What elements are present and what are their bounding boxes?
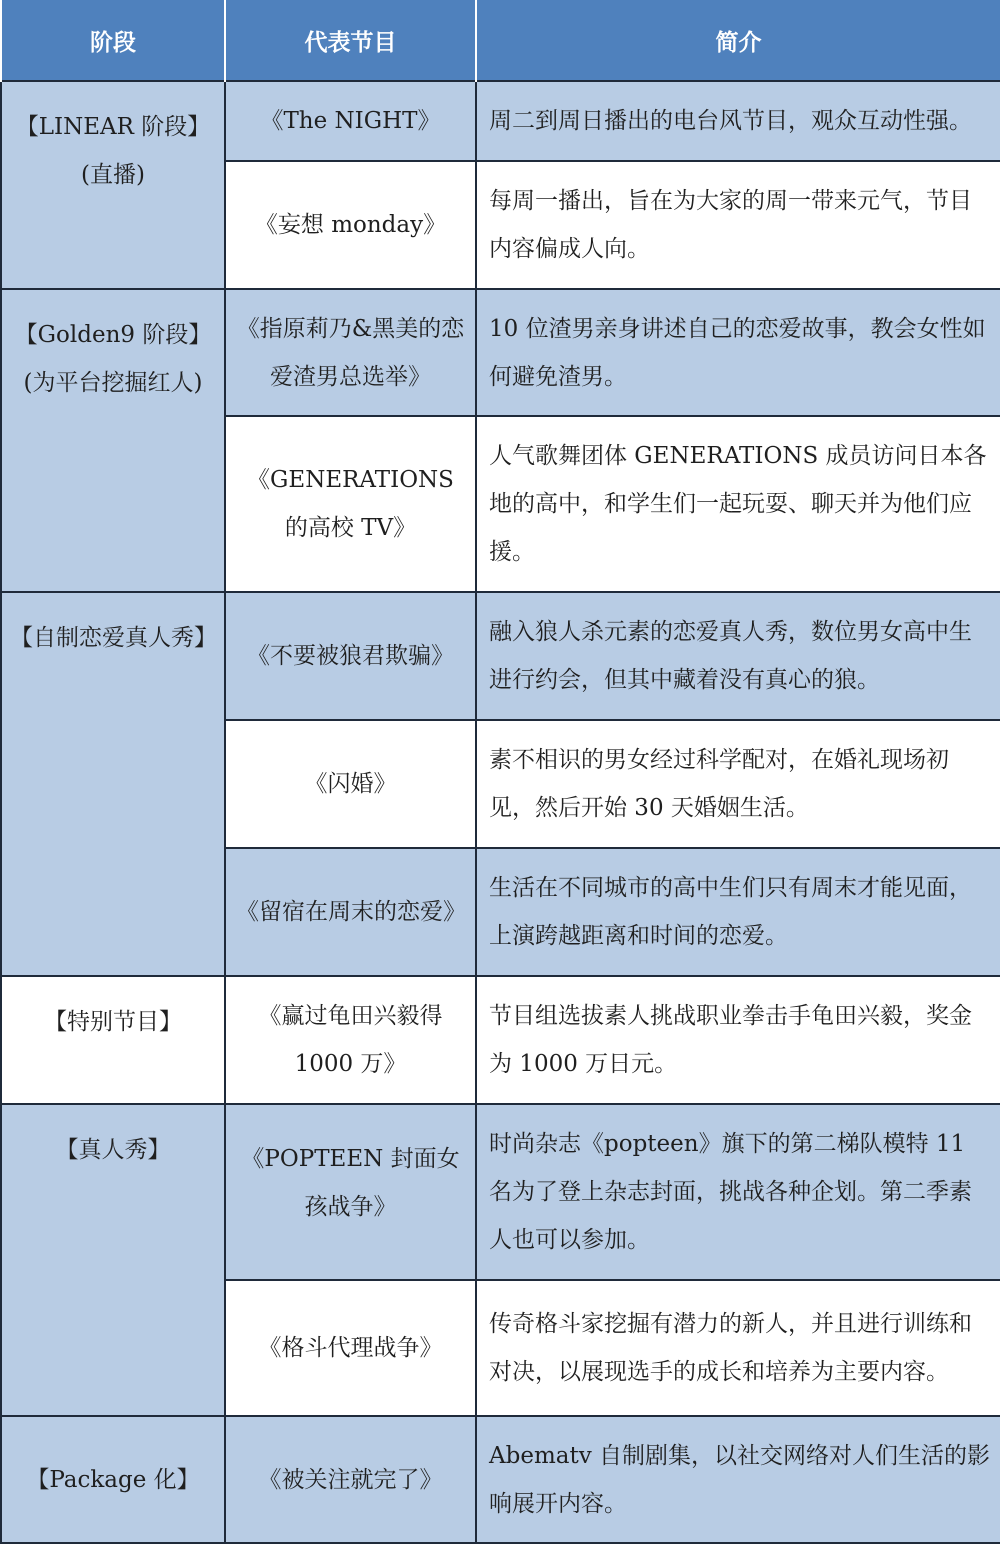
desc-cell: 周二到周日播出的电台风节目，观众互动性强。: [476, 81, 1000, 161]
program-cell: 《POPTEEN 封面女孩战争》: [225, 1104, 476, 1280]
program-cell: 《The NIGHT》: [225, 81, 476, 161]
desc-cell: 传奇格斗家挖掘有潜力的新人，并且进行训练和对决，以展现选手的成长和培养为主要内容。: [476, 1280, 1000, 1416]
program-cell: 《GENERATIONS 的高校 TV》: [225, 416, 476, 592]
table-row: [1, 1104, 1000, 1280]
desc-cell: 10 位渣男亲身讲述自己的恋爱故事，教会女性如何避免渣男。: [476, 289, 1000, 416]
program-cell: 《指原莉乃&黑美的恋爱渣男总选举》: [225, 289, 476, 416]
header-stage: 阶段: [1, 0, 225, 81]
stage-cell: [1, 1416, 225, 1543]
table-row: [1, 81, 1000, 161]
desc-cell: 人气歌舞团体 GENERATIONS 成员访问日本各地的高中，和学生们一起玩耍、聊天并为他们应援。: [476, 416, 1000, 592]
program-cell: 《妄想 monday》: [225, 161, 476, 289]
stage-label: 【特别节目】: [44, 1009, 182, 1035]
program-cell: 《赢过龟田兴毅得 1000 万》: [225, 976, 476, 1104]
header-intro: 简介: [476, 0, 1000, 81]
program-cell: 《不要被狼君欺骗》: [225, 592, 476, 720]
program-cell: 《格斗代理战争》: [225, 1280, 476, 1416]
table-row: [1, 289, 1000, 416]
desc-cell: 节目组选拔素人挑战职业拳击手龟田兴毅，奖金为 1000 万日元。: [476, 976, 1000, 1104]
stage-cell: [1, 592, 225, 976]
table-header-row: [1, 0, 1000, 81]
desc-cell: 生活在不同城市的高中生们只有周末才能见面，上演跨越距离和时间的恋爱。: [476, 848, 1000, 976]
stage-label: 【自制恋爱真人秀】: [10, 625, 217, 651]
table-row: [1, 592, 1000, 720]
stage-label: 【真人秀】: [55, 1137, 171, 1163]
program-cell: 《闪婚》: [225, 720, 476, 848]
desc-cell: 每周一播出，旨在为大家的周一带来元气，节目内容偏成人向。: [476, 161, 1000, 289]
stage-label: 【Golden9 阶段】 (为平台挖掘红人): [14, 322, 212, 396]
stage-cell: [1, 289, 225, 592]
desc-cell: 素不相识的男女经过科学配对，在婚礼现场初见，然后开始 30 天婚姻生活。: [476, 720, 1000, 848]
stage-cell: [1, 81, 225, 289]
desc-cell: 融入狼人杀元素的恋爱真人秀，数位男女高中生进行约会，但其中藏着没有真心的狼。: [476, 592, 1000, 720]
table-row: [1, 1416, 1000, 1543]
desc-cell: Abematv 自制剧集，以社交网络对人们生活的影响展开内容。: [476, 1416, 1000, 1543]
stage-cell: [1, 1104, 225, 1416]
header-program: 代表节目: [225, 0, 476, 81]
stage-label: 【LINEAR 阶段】 (直播): [15, 114, 211, 188]
stage-cell: [1, 976, 225, 1104]
program-cell: 《被关注就完了》: [225, 1416, 476, 1543]
program-cell: 《留宿在周末的恋爱》: [225, 848, 476, 976]
stage-label: 【Package 化】: [26, 1466, 200, 1493]
desc-cell: 时尚杂志《popteen》旗下的第二梯队模特 11 名为了登上杂志封面，挑战各种企划。第二季素人也可以参加。: [476, 1104, 1000, 1280]
table-row: [1, 976, 1000, 1104]
